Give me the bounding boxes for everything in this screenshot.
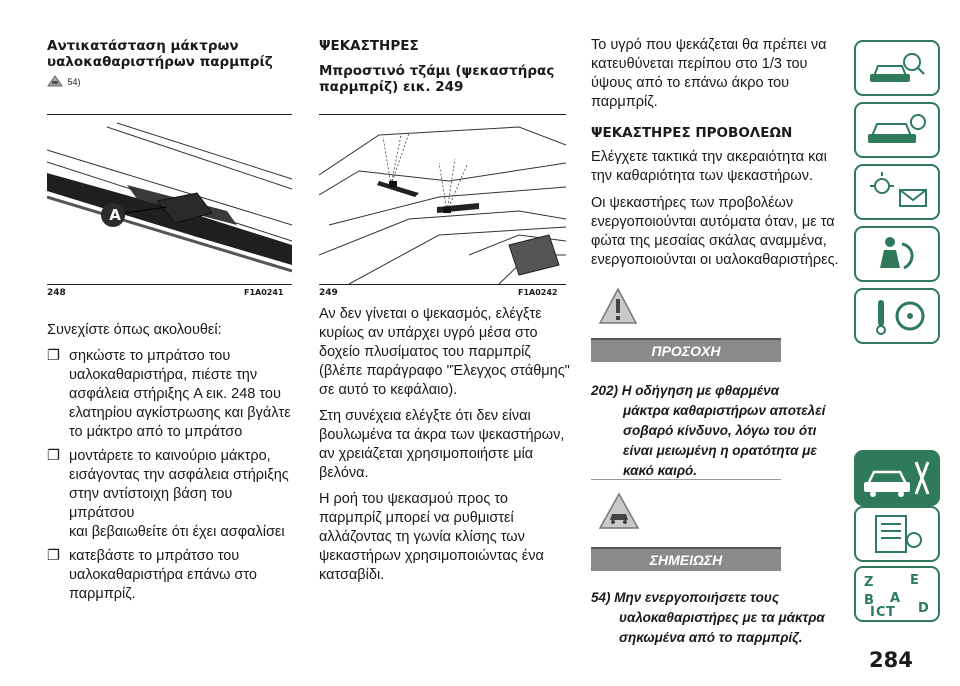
text-line: δοχείο πλυσίματος του παρμπρίζ bbox=[319, 344, 531, 360]
list-item bbox=[47, 547, 297, 604]
tab-lights[interactable] bbox=[854, 164, 940, 220]
text-line: κακό καιρό. bbox=[623, 463, 698, 478]
bullet-box-icon: ❐ bbox=[47, 448, 60, 464]
list-line: το μάκτρο από το μπράτσο bbox=[69, 424, 243, 440]
text-line: Μην ενεργοποιήσετε τους bbox=[614, 590, 780, 605]
text-line: σηκωμένα από το παρμπρίζ. bbox=[619, 630, 803, 645]
warning-box bbox=[591, 282, 841, 480]
text-line: είναι μειωμένη η ορατότητα με bbox=[623, 443, 817, 458]
index-letter: C bbox=[876, 605, 886, 620]
list-line: και βεβαιωθείτε ότι έχει ασφαλίσει bbox=[69, 524, 285, 540]
text-line: Στη συνέχεια ελέγξτε ότι δεν είναι bbox=[319, 408, 531, 424]
intro-text: Συνεχίστε όπως ακολουθεί: bbox=[47, 322, 222, 338]
note-reference bbox=[47, 74, 80, 93]
index-letter: Z bbox=[864, 575, 874, 590]
text-line: μάκτρα καθαριστήρων αποτελεί bbox=[623, 403, 826, 418]
text-line: παρμπρίζ. bbox=[591, 94, 658, 110]
list-line: παρμπρίζ. bbox=[69, 586, 136, 602]
text-line: Το υγρό που ψεκάζεται θα πρέπει να bbox=[591, 37, 827, 53]
text-line: Ελέγχετε τακτικά την ακεραιότητα και bbox=[591, 149, 827, 165]
index-letter: T bbox=[886, 605, 895, 620]
note-book-icon bbox=[47, 74, 63, 88]
tab-car-info[interactable] bbox=[854, 40, 940, 96]
subsection-title bbox=[319, 63, 554, 95]
tab-maintenance[interactable] bbox=[854, 450, 940, 506]
paragraph bbox=[591, 194, 839, 270]
text-line: την καθαριότητα των ψεκαστήρων. bbox=[591, 168, 813, 184]
page-number: 284 bbox=[869, 648, 913, 672]
text-line: κατσαβίδι. bbox=[319, 567, 385, 583]
note-box bbox=[591, 488, 841, 648]
section-heading: ΨΕΚΑΣΤΗΡΕΣ ΠΡΟΒΟΛΕΩΝ bbox=[591, 125, 793, 141]
figure-callout-a: A bbox=[109, 206, 121, 224]
note-ref-number: 54) bbox=[67, 77, 81, 87]
section-title bbox=[47, 38, 273, 70]
warning-triangle-icon bbox=[598, 287, 638, 327]
list-line: υαλοκαθαριστήρα επάνω στο bbox=[69, 567, 257, 583]
text-line: αλλάζοντας τη γωνία κλίσης των bbox=[319, 529, 525, 545]
subsection-title-line: παρμπρίζ) εικ. 249 bbox=[319, 79, 464, 95]
text-line: κατευθύνεται περίπου στο 1/3 του bbox=[591, 56, 808, 72]
tab-safety[interactable] bbox=[854, 226, 940, 282]
warning-text bbox=[591, 381, 841, 481]
warning-banner: ΠΡΟΣΟΧΗ bbox=[591, 338, 781, 362]
paragraph bbox=[591, 36, 827, 112]
text-line: βελόνα. bbox=[319, 465, 369, 481]
bullet-box-icon: ❐ bbox=[47, 348, 60, 364]
note-text bbox=[591, 588, 841, 648]
text-line: ψεκαστήρων χρησιμοποιώντας ένα bbox=[319, 548, 544, 564]
text-line: υαλοκαθαριστήρες με τα μάκτρα bbox=[619, 610, 825, 625]
subsection-title-line: Μπροστινό τζάμι (ψεκαστήρας bbox=[319, 63, 555, 79]
list-line: ελατηρίου αγκίστρωσης και βγάλτε bbox=[69, 405, 291, 421]
text-line: (βλέπε παράγραφο "Έλεγχος στάθμης" bbox=[319, 363, 570, 379]
index-letter: D bbox=[918, 601, 929, 616]
car-note-triangle-icon bbox=[598, 492, 640, 532]
list-item bbox=[47, 447, 297, 542]
list-line: κατεβάστε το μπράτσο του bbox=[69, 548, 240, 564]
lights-mail-icon bbox=[856, 166, 938, 218]
figure-code: F1A0242 bbox=[518, 288, 558, 297]
list-line: εισάγοντας την ασφάλεια στήριξης bbox=[69, 467, 289, 483]
section-title-line: υαλοκαθαριστήρων παρμπρίζ bbox=[47, 54, 273, 70]
figure-248 bbox=[47, 114, 292, 285]
text-line: ενεργοποιούνται οι υαλοκαθαριστήρες. bbox=[591, 252, 839, 268]
paragraph bbox=[319, 407, 564, 483]
figure-number: 249 bbox=[319, 288, 338, 298]
list-line: σηκώστε το μπράτσο του bbox=[69, 348, 231, 364]
tab-technical-data[interactable] bbox=[854, 506, 940, 562]
text-line: Οι ψεκαστήρες των προβολέων bbox=[591, 195, 794, 211]
paragraph bbox=[319, 490, 544, 585]
tab-dashboard[interactable] bbox=[854, 102, 940, 158]
index-letter: B bbox=[864, 593, 874, 608]
text-line: Η οδήγηση με φθαρμένα bbox=[621, 383, 780, 398]
note-number: 54) bbox=[591, 590, 611, 605]
index-icon bbox=[856, 568, 938, 624]
car-dashboard-icon bbox=[856, 104, 938, 156]
figure-number: 248 bbox=[47, 288, 66, 298]
index-letter: E bbox=[910, 573, 919, 588]
wiper-blade-illustration bbox=[47, 115, 292, 284]
text-line: αν χρειάζεται χρησιμοποιήστε μία bbox=[319, 446, 534, 462]
steering-key-icon bbox=[856, 290, 938, 342]
figure-249 bbox=[319, 114, 566, 285]
text-line: ύψους από το επάνω άκρο του bbox=[591, 75, 790, 91]
divider bbox=[591, 479, 781, 480]
text-line: βουλωμένα τα άκρα των ψεκαστήρων, bbox=[319, 427, 565, 443]
technical-data-icon bbox=[856, 508, 938, 560]
text-line: παρμπρίζ μπορεί να ρυθμιστεί bbox=[319, 510, 514, 526]
figure-code: F1A0241 bbox=[244, 288, 284, 297]
tab-starting[interactable] bbox=[854, 288, 940, 344]
text-line: Αν δεν γίνεται ο ψεκασμός, ελέγξτε bbox=[319, 306, 542, 322]
list-line: ασφάλεια στήριξης A εικ. 248 του bbox=[69, 386, 281, 402]
index-letter: A bbox=[890, 591, 901, 606]
paragraph bbox=[591, 148, 827, 186]
text-line: Η ροή του ψεκασμού προς το bbox=[319, 491, 508, 507]
list-line: μοντάρετε το καινούριο μάκτρο, bbox=[69, 448, 271, 464]
instruction-list bbox=[47, 342, 297, 604]
text-line: σοβαρό κίνδυνο, λόγω του ότι bbox=[623, 423, 817, 438]
tab-index[interactable] bbox=[854, 566, 940, 622]
list-line: στην αντίστοιχη βάση του μπράτσου bbox=[69, 486, 233, 521]
airbag-icon bbox=[856, 228, 938, 280]
bullet-box-icon: ❐ bbox=[47, 548, 60, 564]
car-info-icon bbox=[856, 42, 938, 94]
text-line: φώτα της μεσαίας σκάλας αναμμένα, bbox=[591, 233, 827, 249]
index-letter: I bbox=[870, 605, 875, 620]
text-line: κυρίως αν υπάρχει υγρό μέσα στο bbox=[319, 325, 538, 341]
paragraph bbox=[319, 305, 570, 400]
section-title-line: Αντικατάσταση μάκτρων bbox=[47, 38, 239, 54]
windshield-washer-illustration bbox=[319, 115, 566, 284]
warning-number: 202) bbox=[591, 383, 619, 398]
car-tools-icon bbox=[856, 452, 938, 504]
section-heading: ΨΕΚΑΣΤΗΡΕΣ bbox=[319, 38, 419, 54]
list-line: υαλοκαθαριστήρα, πιέστε την bbox=[69, 367, 258, 383]
note-banner: ΣΗΜΕΙΩΣΗ bbox=[591, 547, 781, 571]
list-item bbox=[47, 347, 297, 442]
text-line: ενεργοποιούνται αυτόματα όταν, με τα bbox=[591, 214, 835, 230]
text-line: σε αυτό το κεφάλαιο). bbox=[319, 382, 458, 398]
